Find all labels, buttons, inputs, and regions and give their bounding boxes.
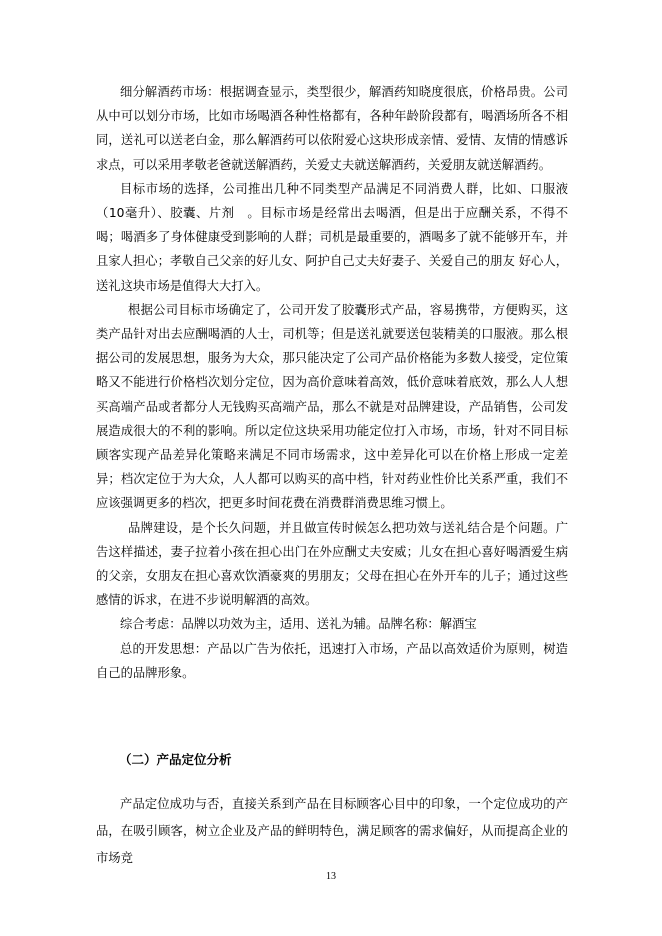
paragraph: 品牌建设，是个长久问题，并且做宣传时候怎么把功效与送礼结合是个问题。广告这样描述，妻子拉着小孩在担心出门在外应酬丈夫安威；儿女在担心喜好喝酒爱生病的父亲，女朋友在担心喜欢饮酒豪爽的男朋友；父母在担心在外开车的儿子；通过这些感情的诉求，在进不步说明解酒的高效。: [96, 520, 568, 608]
paragraph: 总的开发思想：产品以广告为依托，迅速打入市场，产品以高效适价为原则，树造自己的品牌形象。: [96, 641, 568, 680]
section-heading: （二）产品定位分析: [119, 752, 232, 767]
body-text-section: [96, 80, 568, 685]
body-text-section-2: [96, 791, 568, 872]
paragraph: 根据公司目标市场确定了，公司开发了胶囊形式产品，容易携带，方便购买，这类产品针对出去应酬喝酒的人士，司机等；但是送礼就要送包装精美的口服液。那么根据公司的发展思想，服务为大众，那只能决定了公司产品价格能为多数人接受，定位策略又不能进行价格档次划分定位，因为高价意味着高效，低价意味着底效，那么人人想买高端产品或者都分人无钱购买高端产品，那么不就是对品牌建设，产品销售，公司发展造成很大的不利的影响。所以定位这块采用功能定位打入市场，市场，针对不同目标顾客实现产品差异化策略来满足不同市场需求，这中差异化可以在价格上形成一定差异；档次定位于为大众，人人都可以购买的高中档，针对药业性价比关系严重，我们不应该强调更多的档次，把更多时间花费在消费群消费思维习惯上。: [96, 302, 568, 511]
paragraph: 产品定位成功与否，直接关系到产品在目标顾客心目中的印象，一个定位成功的产品，在吸引顾客，树立企业及产品的鲜明特色，满足顾客的需求偏好，从而提高企业的市场竞: [96, 797, 568, 865]
paragraph: 目标市场的选择，公司推出几种不同类型产品满足不同消费人群，比如、口服液（10毫升）、胶囊、片剂 。目标市场是经常出去喝酒，但是出于应酬关系，不得不喝；喝酒多了身体健康受到影响的人群；司机是最重要的，酒喝多了就不能够开车，并且家人担心；孝敬自己父亲的好儿女、阿护自己丈夫好妻子、关爱自己的朋友 好心人，送礼这块市场是值得大大打入。: [96, 181, 568, 293]
paragraph: 细分解酒药市场：根据调查显示，类型很少，解酒药知晓度很底，价格昂贵。公司从中可以划分市场，比如市场喝酒各种性格都有，各种年龄阶段都有，喝酒场所各不相同，送礼可以送老白金，那么解酒药可以依附爱心这块形成亲情、爱情、友情的情感诉求点，可以采用孝敬老爸就送解酒药，关爱丈夫就送解酒药，关爱朋友就送解酒药。: [96, 85, 568, 172]
page-number: 13: [326, 871, 336, 882]
paragraph: 综合考虑：品牌以功效为主，适用、送礼为辅。品牌名称：解酒宝: [120, 617, 477, 632]
